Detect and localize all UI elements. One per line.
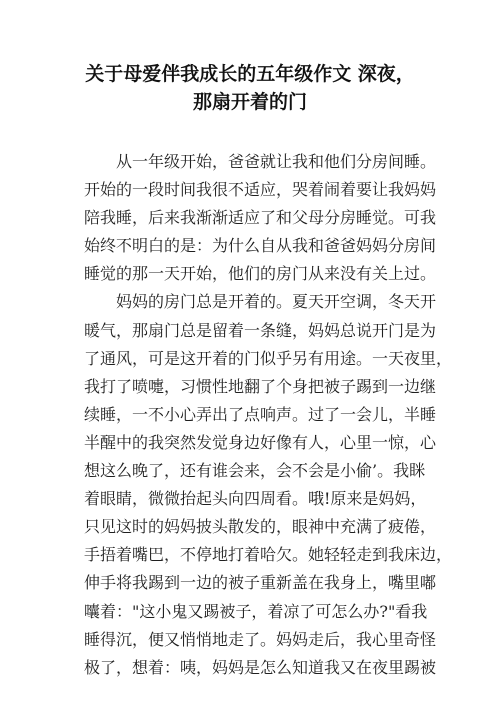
text-line: 想这么晚了，还有谁会来，会不会是小偷’。我眯 bbox=[84, 461, 426, 481]
text-line: 睡得沉，便又悄悄地走了。妈妈走后，我心里奇怪 bbox=[84, 629, 437, 649]
article-body bbox=[84, 148, 453, 682]
paragraph-1 bbox=[84, 148, 437, 288]
text-line: 了通风，可是这开着的门似乎另有用途。一天夜里， bbox=[84, 348, 453, 368]
text-line: 只见这时的妈妈披头散发的，眼神中充满了疲倦， bbox=[84, 517, 437, 537]
text-line: 手捂着嘴巴，不停地打着哈欠。她轻轻走到我床边， bbox=[84, 545, 453, 565]
text-line: 我打了喷嚏，习惯性地翻了个身把被子踢到一边继 bbox=[84, 376, 437, 396]
article-title-line: 那扇开着的门 bbox=[192, 91, 307, 113]
text-line: 暖气，那扇门总是留着一条缝，妈妈总说开门是为 bbox=[84, 320, 437, 340]
article-title bbox=[62, 60, 438, 116]
text-line: 续睡，一不小心弄出了点响声。过了一会儿，半睡 bbox=[84, 404, 437, 424]
paragraph-2 bbox=[84, 288, 453, 681]
text-line: 始终不明白的是：为什么自从我和爸爸妈妈分房间 bbox=[84, 236, 437, 256]
text-line: 半醒中的我突然发觉身边好像有人，心里一惊，心 bbox=[84, 432, 437, 452]
text-line: 伸手将我踢到一边的被子重新盖在我身上，嘴里嘟 bbox=[84, 573, 437, 593]
article-title-line: 关于母爱伴我成长的五年级作文 深夜， bbox=[85, 63, 415, 85]
text-line: 着眼睛，微微抬起头向四周看。哦!原来是妈妈， bbox=[84, 489, 427, 509]
text-line: 陪我睡，后来我渐渐适应了和父母分房睡觉。可我 bbox=[84, 208, 437, 228]
text-line: 开始的一段时间我很不适应，哭着闹着要让我妈妈 bbox=[84, 180, 437, 200]
text-line: 极了，想着：咦，妈妈是怎么知道我又在夜里踢被 bbox=[84, 657, 437, 677]
text-line: 从一年级开始，爸爸就让我和他们分房间睡。 bbox=[116, 152, 437, 171]
text-line: 囔着："这小鬼又踢被子，着凉了可怎么办?"看我 bbox=[84, 601, 428, 621]
text-line: 妈妈的房门总是开着的。夏天开空调，冬天开 bbox=[116, 292, 437, 312]
text-line: 睡觉的那一天开始，他们的房门从来没有关上过。 bbox=[84, 264, 437, 284]
